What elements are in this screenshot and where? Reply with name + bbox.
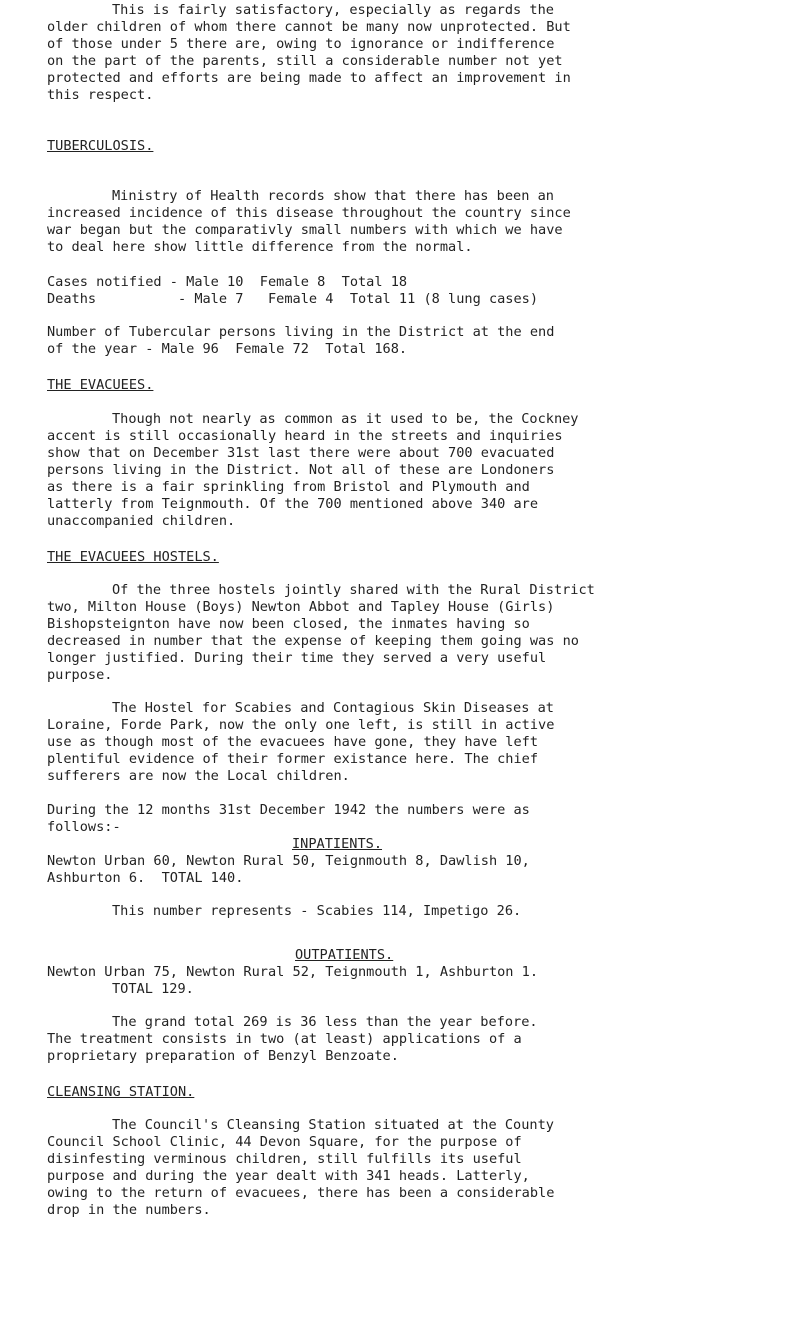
evacuees-paragraph	[47, 411, 787, 530]
text-line: two, Milton House (Boys) Newton Abbot and Tapley House (Girls)	[47, 599, 555, 615]
text-line: The grand total 269 is 36 less than the year before.	[112, 1014, 538, 1030]
cleansing-paragraph	[47, 1117, 787, 1219]
tuberculosis-paragraph	[47, 188, 787, 256]
section-heading: TUBERCULOSIS.	[47, 138, 154, 154]
text-line: Loraine, Forde Park, now the only one left, is still in active	[47, 717, 555, 733]
text-line: purpose.	[47, 667, 113, 683]
text-line: plentiful evidence of their former existance here. The chief	[47, 751, 539, 767]
scabies-impetigo-line: This number represents - Scabies 114, Impetigo 26.	[112, 903, 522, 919]
text-line: use as though most of the evacuees have gone, they have left	[47, 734, 539, 750]
text-line: war began but the comparativly small numbers with which we have	[47, 222, 563, 238]
inpatients-block	[47, 836, 787, 887]
text-line: follows:-	[47, 819, 121, 835]
hostels-paragraph-1	[47, 582, 787, 684]
text-line: to deal here show little difference from the normal.	[47, 239, 473, 255]
section-heading: THE EVACUEES HOSTELS.	[47, 549, 219, 565]
text-line: Of the three hostels jointly shared with the Rural District	[112, 582, 595, 598]
text-line: purpose and during the year dealt with 341 heads. Latterly,	[47, 1168, 530, 1184]
text-line: sufferers are now the Local children.	[47, 768, 350, 784]
text-line: Number of Tubercular persons living in the District at the end	[47, 324, 555, 340]
text-line: longer justified. During their time they served a very useful	[47, 650, 547, 666]
text-line: this respect.	[47, 87, 154, 103]
tuberculosis-section	[47, 138, 787, 155]
text-line: protected and efforts are being made to affect an improvement in	[47, 70, 571, 86]
text-line: Newton Urban 60, Newton Rural 50, Teignmouth 8, Dawlish 10,	[47, 853, 530, 869]
text-line: The Hostel for Scabies and Contagious Skin Diseases at	[112, 700, 554, 716]
outpatients-heading: OUTPATIENTS.	[295, 947, 394, 963]
text-line: older children of whom there cannot be many now unprotected. But	[47, 19, 571, 35]
text-line: proprietary preparation of Benzyl Benzoate.	[47, 1048, 399, 1064]
text-line: drop in the numbers.	[47, 1202, 211, 1218]
section-heading: CLEANSING STATION.	[47, 1084, 195, 1100]
hostels-paragraph-3	[47, 802, 787, 836]
text-line: accent is still occasionally heard in the streets and inquiries	[47, 428, 563, 444]
hostels-section	[47, 549, 787, 566]
text-line: TOTAL 129.	[112, 981, 194, 997]
text-line: on the part of the parents, still a considerable number not yet	[47, 53, 563, 69]
text-line: increased incidence of this disease throughout the country since	[47, 205, 571, 221]
text-line: This is fairly satisfactory, especially as regards the	[112, 2, 554, 18]
text-line: Ministry of Health records show that there has been an	[112, 188, 554, 204]
deaths-line: Deaths - Male 7 Female 4 Total 11 (8 lung cases)	[47, 291, 539, 307]
inpatients-heading: INPATIENTS.	[292, 836, 383, 852]
text-line: disinfesting verminous children, still fulfills its useful	[47, 1151, 522, 1167]
outpatients-block	[47, 947, 787, 998]
cases-notified-line: Cases notified - Male 10 Female 8 Total 18	[47, 274, 408, 290]
grand-total-paragraph	[47, 1014, 787, 1065]
text-line: The Council's Cleansing Station situated at the County	[112, 1117, 554, 1133]
tuberculosis-living	[47, 324, 787, 358]
text-line: Though not nearly as common as it used to be, the Cockney	[112, 411, 579, 427]
text-line: owing to the return of evacuees, there has been a considerable	[47, 1185, 555, 1201]
text-line: show that on December 31st last there were about 700 evacuated	[47, 445, 555, 461]
text-line: latterly from Teignmouth. Of the 700 mentioned above 340 are	[47, 496, 539, 512]
evacuees-section	[47, 377, 787, 394]
cleansing-section	[47, 1084, 787, 1101]
represents-line-block	[47, 903, 787, 920]
hostels-paragraph-2	[47, 700, 787, 785]
text-line: persons living in the District. Not all of these are Londoners	[47, 462, 555, 478]
text-line: During the 12 months 31st December 1942 the numbers were as	[47, 802, 530, 818]
section-heading: THE EVACUEES.	[47, 377, 154, 393]
text-line: decreased in number that the expense of keeping them going was no	[47, 633, 579, 649]
text-line: Ashburton 6. TOTAL 140.	[47, 870, 244, 886]
text-line: of the year - Male 96 Female 72 Total 168.	[47, 341, 408, 357]
intro-paragraph	[47, 2, 787, 104]
tuberculosis-cases	[47, 274, 787, 308]
text-line: The treatment consists in two (at least) applications of a	[47, 1031, 522, 1047]
text-line: as there is a fair sprinkling from Bristol and Plymouth and	[47, 479, 530, 495]
text-line: of those under 5 there are, owing to ignorance or indifference	[47, 36, 555, 52]
text-line: Council School Clinic, 44 Devon Square, for the purpose of	[47, 1134, 522, 1150]
text-line: Bishopsteignton have now been closed, the inmates having so	[47, 616, 530, 632]
text-line: unaccompanied children.	[47, 513, 236, 529]
text-line: Newton Urban 75, Newton Rural 52, Teignmouth 1, Ashburton 1.	[47, 964, 539, 980]
